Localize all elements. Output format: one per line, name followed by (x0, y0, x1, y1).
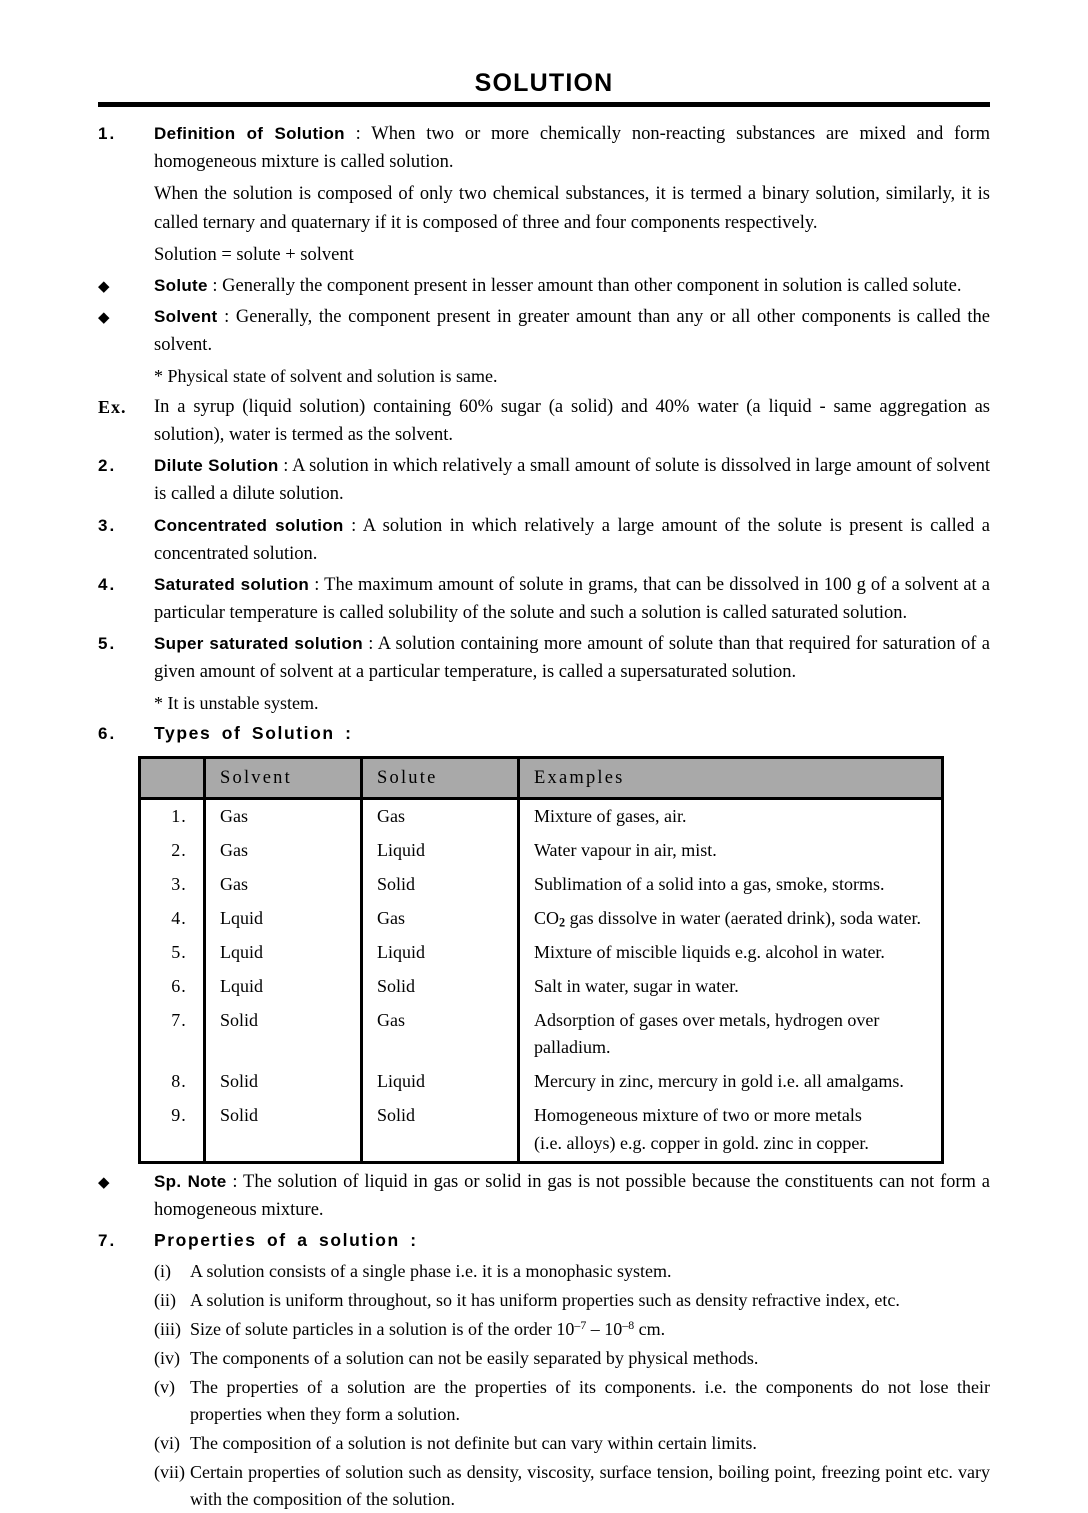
paragraph (154, 1168, 990, 1224)
table-row (140, 1099, 943, 1162)
cell-example: Homogeneous mixture of two or more metals (i.e. alloys) e.g. copper in gold. zinc in copper. (519, 1099, 943, 1162)
table-header-row (140, 757, 943, 799)
section-body (154, 303, 990, 390)
cell-index: 7. (140, 1004, 205, 1066)
cell-solvent: Lquid (205, 970, 362, 1004)
table-row (140, 799, 943, 834)
cell-example: Mixture of miscible liquids e.g. alcohol in water. (534, 941, 885, 962)
cell-index: 8. (140, 1065, 205, 1099)
cell-solute: Gas (362, 799, 519, 834)
section-types-of-solution (98, 720, 990, 747)
list-item-marker: (v) (154, 1376, 175, 1397)
cell-index: 3. (140, 868, 205, 902)
paragraph (154, 630, 990, 686)
cell-example: Adsorption of gases over metals, hydrogen over palladium. (534, 1009, 880, 1058)
section-heading: Properties of a solution : (154, 1230, 418, 1251)
cell-solvent: Lquid (205, 936, 362, 970)
cell-solute: Solid (362, 868, 519, 902)
section-body (154, 393, 990, 449)
list-item-marker: (vi) (154, 1432, 180, 1453)
cell-solvent: Gas (205, 868, 362, 902)
section-number: 2. (98, 456, 117, 476)
cell-example: Water vapour in air, mist. (534, 840, 717, 861)
section-properties-of-a-solution (98, 1227, 990, 1254)
term-label: Definition of Solution (154, 124, 345, 144)
paragraph: When the solution is composed of only two chemical substances, it is termed a binary solution, similarly, it is called ternary and quaternary if it is composed of three and four components respectively. (154, 184, 990, 233)
list-item (154, 1345, 990, 1372)
table-row (140, 970, 943, 1004)
list-item (154, 1258, 990, 1285)
list-item-text: The properties of a solution are the properties of its components. i.e. the components do not lose their properties when they form a solution. (190, 1376, 990, 1424)
list-item (154, 1287, 990, 1314)
paragraph: Solution = solute + solvent (154, 244, 354, 265)
section-heading: Types of Solution : (154, 723, 353, 744)
term-label: Solute (154, 275, 208, 295)
section-body (154, 720, 990, 747)
section-example (98, 393, 990, 449)
list-item-text: The components of a solution can not be easily separated by physical methods. (190, 1347, 759, 1368)
list-item-marker: (iii) (154, 1318, 181, 1339)
footnote: * It is unstable system. (154, 693, 319, 714)
section-number: 1. (98, 124, 117, 144)
colon: : (207, 275, 223, 296)
paragraph (154, 571, 990, 627)
cell-solute: Solid (362, 1099, 519, 1162)
section-number: 7. (98, 1231, 117, 1251)
table-head (140, 757, 943, 799)
term-label: Concentrated solution (154, 515, 344, 535)
cell-solute: Liquid (362, 936, 519, 970)
table-row (140, 1065, 943, 1099)
cell-example: $CO_2$ gas dissolve in water (aerated drink), soda water. (534, 907, 922, 930)
list-item-text: A solution consists of a single phase i.e. it is a monophasic system. (190, 1260, 672, 1281)
paragraph (154, 452, 990, 508)
section-solute (98, 272, 990, 300)
paragraph (154, 303, 990, 359)
section-number: 6. (98, 724, 117, 744)
table-row (140, 1004, 943, 1066)
table-body (140, 799, 943, 1163)
section-body (154, 120, 990, 269)
column-header-examples: Examples (519, 757, 943, 799)
footnote: * Physical state of solvent and solution is same. (154, 366, 498, 387)
term-label: Saturated solution (154, 574, 310, 594)
colon: : (343, 515, 363, 536)
cell-example: Mercury in zinc, mercury in gold i.e. all amalgams. (534, 1071, 904, 1092)
column-header-solvent: Solvent (205, 757, 362, 799)
section-number: 5. (98, 634, 117, 653)
cell-index: 5. (140, 936, 205, 970)
section-body (154, 630, 990, 717)
section-number: 4. (98, 574, 117, 594)
list-item-marker: (vii) (154, 1461, 185, 1482)
types-of-solution-table (138, 756, 944, 1164)
column-header-solute: Solute (362, 757, 519, 799)
section-dilute-solution (98, 452, 990, 508)
cell-index: 6. (140, 970, 205, 1004)
section-concentrated-solution (98, 512, 990, 568)
section-body (154, 1168, 990, 1224)
term-label: Sp. Note (154, 1172, 227, 1192)
section-definition (98, 120, 990, 269)
list-item-marker: (i) (154, 1260, 171, 1281)
section-body (154, 452, 990, 508)
cell-example: Sublimation of a solid into a gas, smoke, storms. (534, 874, 885, 895)
types-of-solution-table-wrapper (138, 756, 944, 1164)
list-item-text: Size of solute particles in a solution is of the order $10^{-7} - 10^{-8}$ cm. (190, 1317, 666, 1339)
cell-example: Mixture of gases, air. (534, 806, 687, 827)
paragraph-text: Generally the component present in lesser amount than other component in solution is called solute. (222, 275, 962, 296)
list-item (154, 1430, 990, 1457)
paragraph-text: When two or more chemically non-reacting substances are mixed and form homogeneous mixture is called solution. (154, 124, 990, 173)
diamond-bullet-icon: ◆ (98, 1173, 110, 1192)
cell-solute: Gas (362, 1004, 519, 1066)
paragraph-text: Generally, the component present in greater amount than any or all other components is called the solvent. (154, 306, 991, 356)
cell-solvent: Lquid (205, 902, 362, 936)
colon: : (217, 306, 236, 327)
cell-index: 2. (140, 834, 205, 868)
cell-solute: Solid (362, 970, 519, 1004)
section-special-note (98, 1168, 990, 1224)
cell-solute: Liquid (362, 1065, 519, 1099)
paragraph (154, 512, 990, 568)
cell-index: 1. (140, 799, 205, 834)
diamond-bullet-icon: ◆ (98, 307, 110, 326)
paragraph (154, 272, 990, 300)
colon: : (226, 1172, 244, 1193)
cell-solvent: Gas (205, 834, 362, 868)
example-label: Ex. (98, 397, 127, 418)
section-body (154, 1227, 990, 1254)
paragraph-text: A solution in which relatively a small amount of solute is dissolved in large amount of solvent is called a dilute solution. (154, 456, 990, 505)
list-item-text: Certain properties of solution such as density, viscosity, surface tension, boiling point, freezing point etc. vary with the composition of the solution. (190, 1461, 990, 1509)
diamond-bullet-icon: ◆ (98, 276, 110, 295)
paragraph-text: A solution in which relatively a large amount of the solute is present is called a concentrated solution. (154, 515, 990, 564)
paragraph-text: The maximum amount of solute in grams, that can be dissolved in 100 g of a solvent at a particular temperature is called solubility of the solute and such a solution is called saturated solution. (154, 574, 990, 623)
section-super-saturated-solution (98, 630, 990, 717)
table-row (140, 902, 943, 936)
table-row (140, 834, 943, 868)
section-body (154, 571, 990, 627)
colon: : (344, 124, 372, 145)
paragraph: In a syrup (liquid solution) containing 60% sugar (a solid) and 40% water (a liquid - same aggregation as solution), water is termed as the solvent. (154, 397, 990, 446)
section-saturated-solution (98, 571, 990, 627)
paragraph-text: A solution containing more amount of solute than that required for saturation of a given amount of solvent at a particular temperature, is called a supersaturated solution. (154, 634, 990, 683)
list-item-marker: (ii) (154, 1289, 176, 1310)
list-item-text: A solution is uniform throughout, so it has uniform properties such as density refractive index, etc. (190, 1289, 900, 1310)
term-label: Super saturated solution (154, 634, 363, 653)
paragraph-text: The solution of liquid in gas or solid in gas is not possible because the constituents can not form a homogeneous mixture. (154, 1172, 990, 1221)
list-item (154, 1316, 990, 1343)
section-number: 3. (98, 515, 117, 535)
cell-solvent: Solid (205, 1065, 362, 1099)
cell-index: 9. (140, 1099, 205, 1162)
title-divider (98, 102, 990, 107)
term-label: Dilute Solution (154, 456, 279, 476)
paragraph (154, 120, 990, 176)
list-item-marker: (iv) (154, 1347, 180, 1368)
section-body (154, 272, 990, 300)
cell-solvent: Gas (205, 799, 362, 834)
table-row (140, 936, 943, 970)
cell-solute: Gas (362, 902, 519, 936)
list-item-text: The composition of a solution is not definite but can vary within certain limits. (190, 1432, 757, 1453)
cell-solute: Liquid (362, 834, 519, 868)
list-item (154, 1374, 990, 1428)
colon: : (309, 574, 325, 595)
cell-index: 4. (140, 902, 205, 936)
cell-solvent: Solid (205, 1004, 362, 1066)
cell-example: Salt in water, sugar in water. (534, 975, 739, 996)
section-body (154, 512, 990, 568)
colon: : (278, 456, 293, 477)
list-item (154, 1459, 990, 1513)
cell-solvent: Solid (205, 1099, 362, 1162)
page-title: SOLUTION (474, 69, 614, 97)
properties-list (154, 1258, 990, 1513)
colon: : (362, 634, 378, 654)
column-header-index (140, 757, 205, 799)
term-label: Solvent (154, 306, 218, 326)
table-row (140, 868, 943, 902)
cell-example-line2: (i.e. alloys) e.g. copper in gold. zinc in copper. (534, 1133, 869, 1154)
section-solvent (98, 303, 990, 390)
